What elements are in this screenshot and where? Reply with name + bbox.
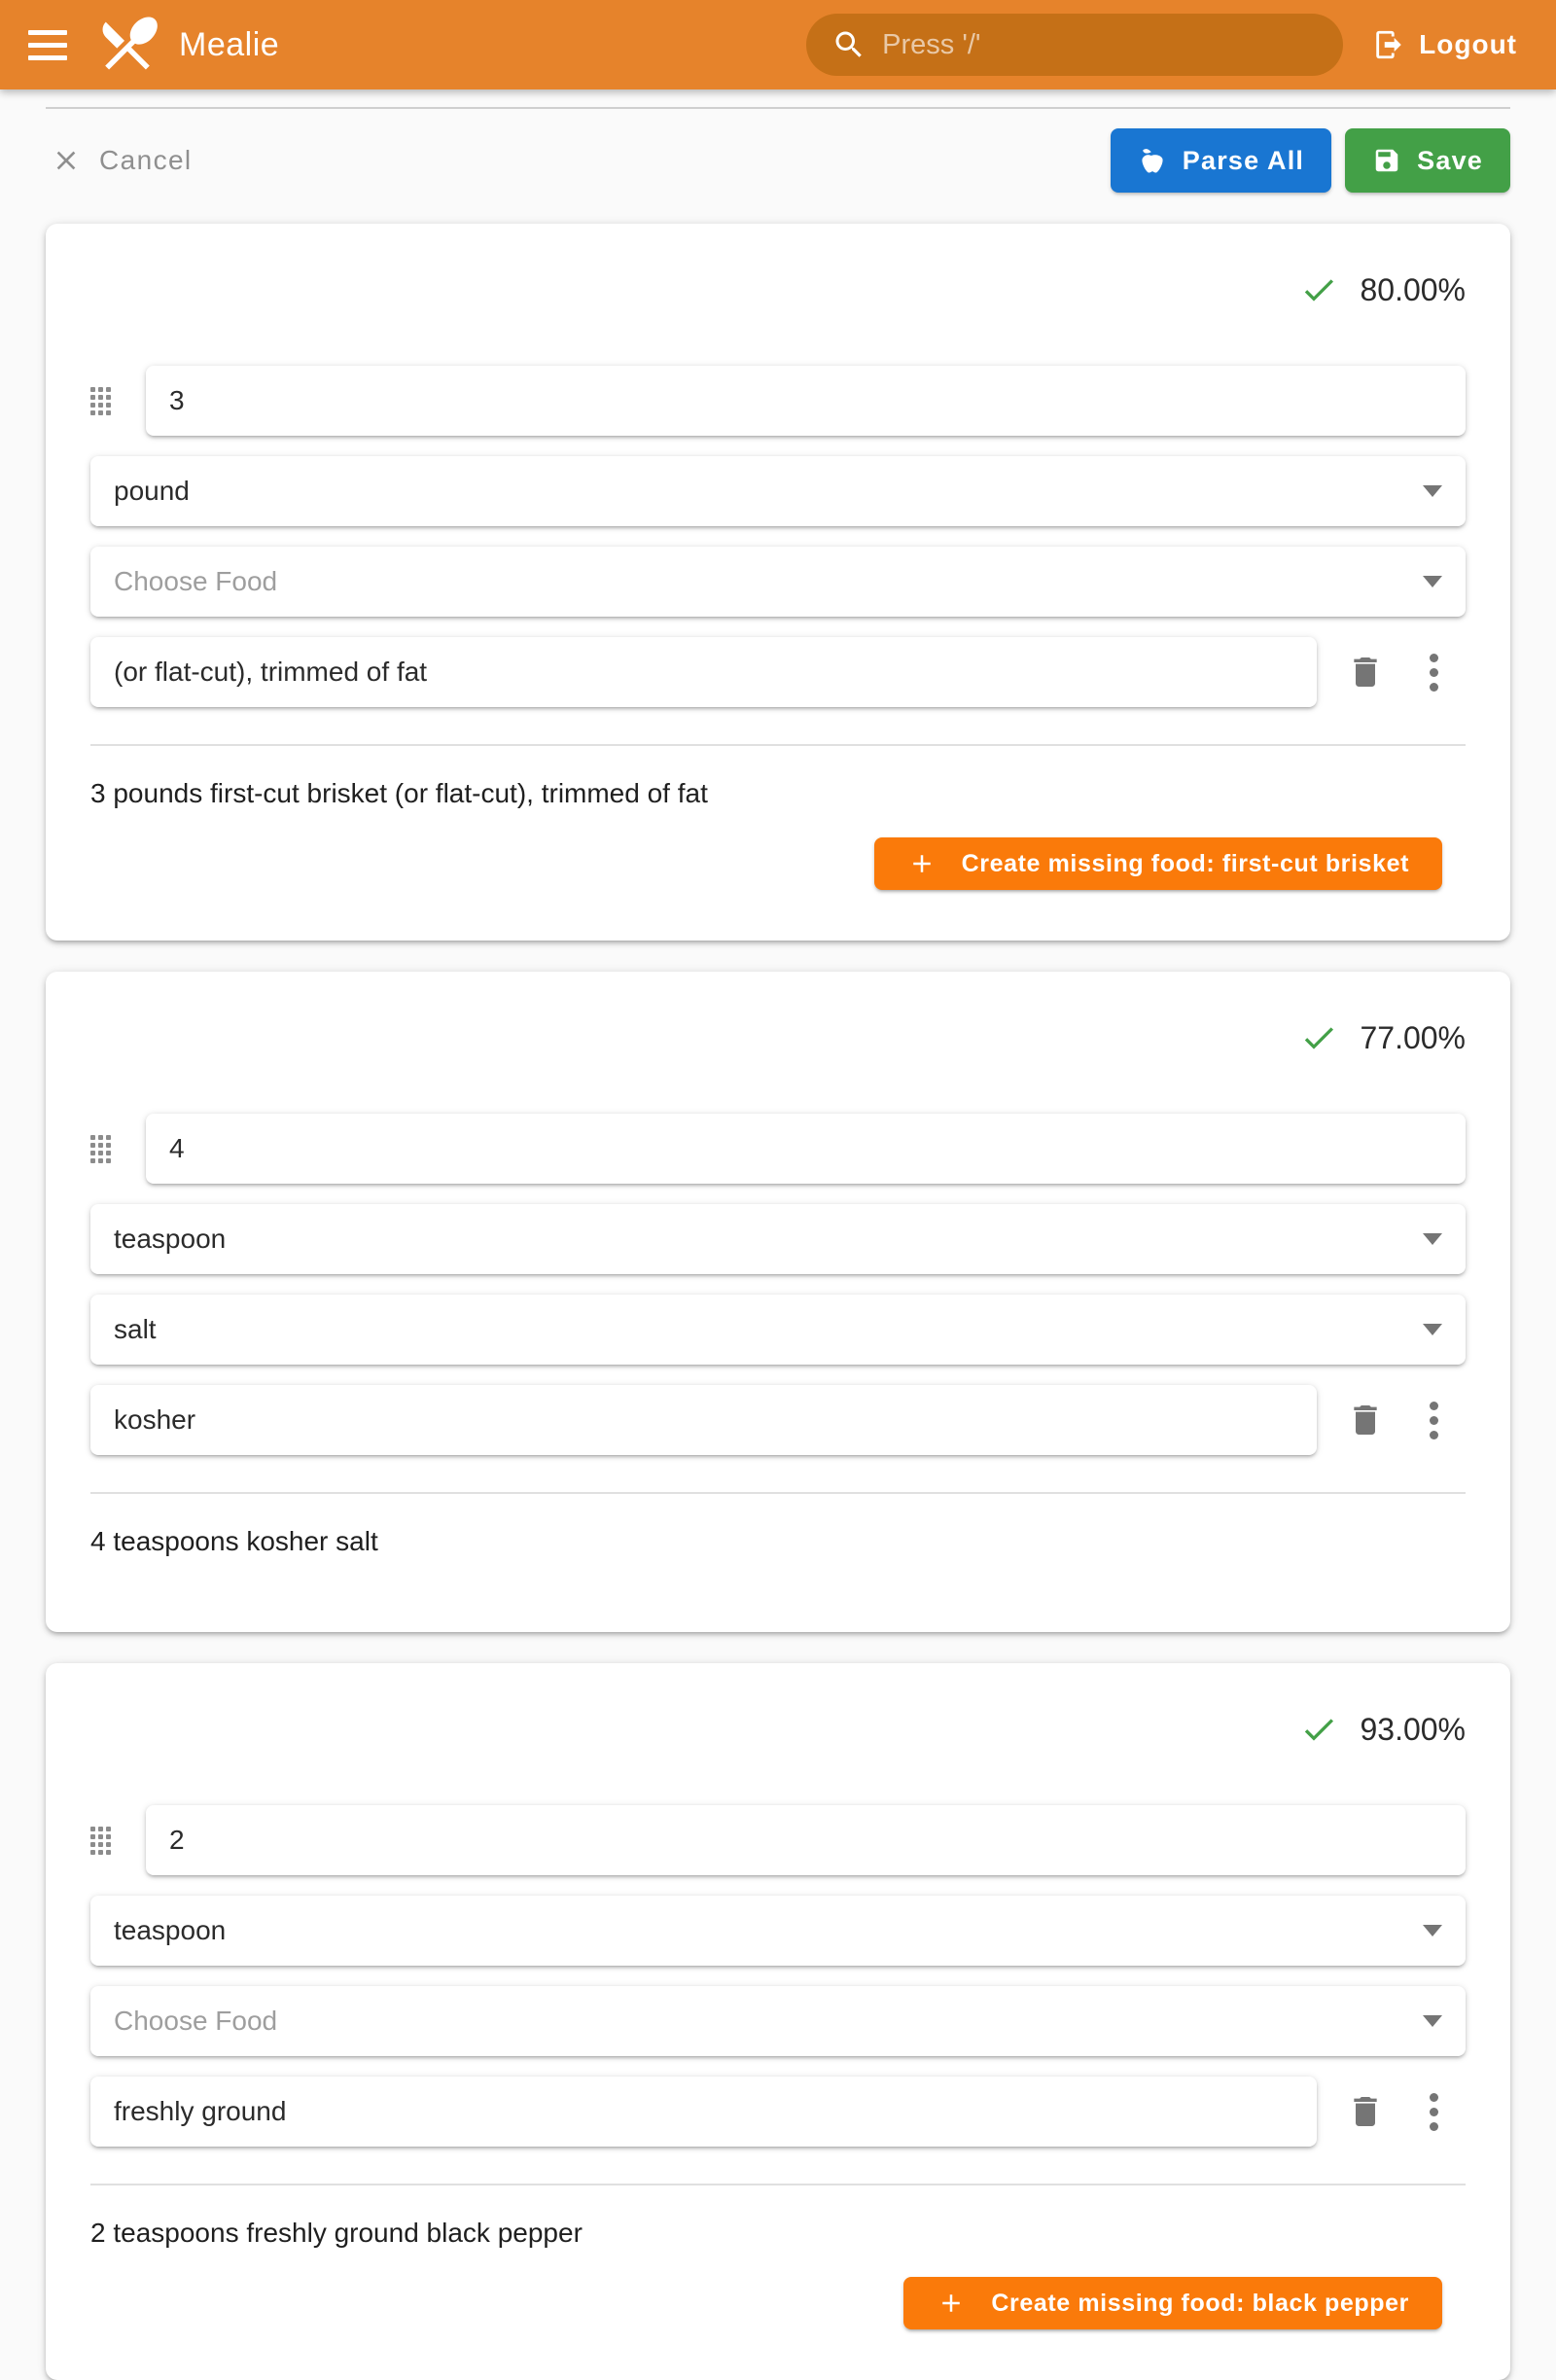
create-missing-food-button[interactable] xyxy=(903,2277,1442,2329)
plus-icon xyxy=(907,849,937,878)
food-select[interactable] xyxy=(90,547,1466,617)
note-input[interactable] xyxy=(114,657,1293,688)
ingredient-card xyxy=(46,1663,1510,2380)
ingredient-card xyxy=(46,224,1510,941)
trash-icon[interactable] xyxy=(1346,1401,1385,1439)
search-field[interactable] xyxy=(806,14,1343,76)
chevron-down-icon xyxy=(1423,2015,1442,2027)
unit-value: pound xyxy=(114,476,190,506)
parsed-ingredient-text: 2 teaspoons freshly ground black pepper xyxy=(90,2218,583,2248)
drag-handle-icon[interactable] xyxy=(90,387,111,415)
kebab-menu-icon[interactable] xyxy=(1430,654,1438,692)
mealie-logo-icon xyxy=(95,13,159,77)
parsed-ingredient-text: 3 pounds first-cut brisket (or flat-cut), trimmed of fat xyxy=(90,778,708,808)
create-missing-food-button[interactable] xyxy=(874,837,1442,890)
chevron-down-icon xyxy=(1423,1233,1442,1245)
parse-all-label: Parse All xyxy=(1182,145,1305,175)
food-value: salt xyxy=(114,1314,157,1344)
chevron-down-icon xyxy=(1423,485,1442,497)
chevron-down-icon xyxy=(1423,1324,1442,1335)
logout-icon xyxy=(1372,28,1405,61)
search-icon xyxy=(831,27,866,62)
menu-icon[interactable] xyxy=(25,22,70,67)
save-button[interactable] xyxy=(1345,128,1510,193)
cancel-label: Cancel xyxy=(99,145,193,175)
cancel-button[interactable] xyxy=(51,145,193,176)
confidence-value: 77.00% xyxy=(1360,1019,1466,1055)
logout-label: Logout xyxy=(1419,29,1517,59)
apple-icon xyxy=(1138,146,1167,175)
parse-all-button[interactable] xyxy=(1111,128,1331,193)
kebab-menu-icon[interactable] xyxy=(1430,2093,1438,2131)
quantity-input[interactable] xyxy=(169,1825,1442,1856)
confidence-value: 93.00% xyxy=(1360,1711,1466,1747)
quantity-input[interactable] xyxy=(169,385,1442,416)
save-icon xyxy=(1372,146,1401,175)
ingredient-card xyxy=(46,972,1510,1632)
note-input[interactable] xyxy=(114,1404,1293,1436)
food-select[interactable] xyxy=(90,1986,1466,2056)
check-icon xyxy=(1299,1018,1338,1057)
plus-icon xyxy=(937,2289,966,2318)
food-placeholder: Choose Food xyxy=(114,2006,278,2036)
search-input[interactable] xyxy=(882,29,1318,61)
trash-icon[interactable] xyxy=(1346,2092,1385,2131)
parser-page xyxy=(0,107,1556,2380)
parser-toolbar xyxy=(46,128,1510,193)
unit-value: teaspoon xyxy=(114,1224,227,1254)
quantity-input[interactable] xyxy=(169,1133,1442,1164)
chevron-down-icon xyxy=(1423,576,1442,587)
drag-handle-icon[interactable] xyxy=(90,1135,111,1163)
app-bar xyxy=(0,0,1556,89)
note-input[interactable] xyxy=(114,2096,1293,2127)
section-divider xyxy=(46,107,1510,109)
save-label: Save xyxy=(1417,145,1483,175)
logout-button[interactable] xyxy=(1372,28,1517,61)
app-title: Mealie xyxy=(179,25,280,63)
unit-select[interactable] xyxy=(90,1204,1466,1274)
close-icon xyxy=(51,145,82,176)
trash-icon[interactable] xyxy=(1346,653,1385,692)
food-select[interactable] xyxy=(90,1295,1466,1365)
unit-value: teaspoon xyxy=(114,1915,227,1945)
drag-handle-icon[interactable] xyxy=(90,1827,111,1855)
unit-select[interactable] xyxy=(90,456,1466,526)
check-icon xyxy=(1299,1710,1338,1749)
food-placeholder: Choose Food xyxy=(114,566,278,596)
create-missing-food-label: Create missing food: first-cut brisket xyxy=(961,849,1409,877)
check-icon xyxy=(1299,270,1338,309)
parsed-ingredient-text: 4 teaspoons kosher salt xyxy=(90,1526,378,1556)
kebab-menu-icon[interactable] xyxy=(1430,1402,1438,1439)
create-missing-food-label: Create missing food: black pepper xyxy=(991,2289,1409,2317)
unit-select[interactable] xyxy=(90,1896,1466,1966)
chevron-down-icon xyxy=(1423,1925,1442,1936)
confidence-value: 80.00% xyxy=(1360,271,1466,307)
